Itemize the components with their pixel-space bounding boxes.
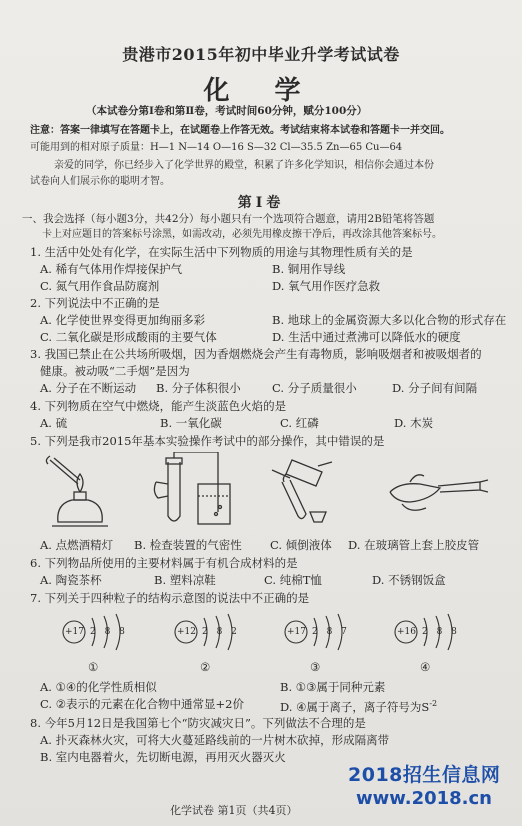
airtight-check-illustration [150,452,235,532]
question-7: 7. 下列关于四种粒子的结构示意图的说法中不正确的是 [30,591,310,605]
question-5: 5. 下列是我市2015年基本实验操作考试中的部分操作，其中错误的是 [30,434,385,448]
atom-2-shells: 2 8 2 [202,627,240,637]
atom-1-nucleus: +17 [65,627,84,637]
watermark-url: www.2018.cn [356,788,492,809]
atom-diagram-4 [392,612,462,674]
question-1: 1. 生活中处处有化学，在实际生活中下列物质的用途与其物理性质有关的是 [30,245,413,259]
q7-option-c: C. ②表示的元素在化合物中通常显+2价 [40,697,244,711]
q2-option-a: A. 化学使世界变得更加绚丽多彩 [40,313,206,327]
atom-4-label: ④ [420,660,431,674]
intro-line-2: 试卷向人们展示你的聪明才智。 [30,176,170,187]
q2-option-c: C. 二氧化碳是形成酸雨的主要气体 [40,330,217,344]
watermark-title: 2018招生信息网 [348,764,501,786]
q6-option-c: C. 纯棉T恤 [264,573,322,587]
q3-option-b: B. 分子体积很小 [156,381,241,395]
question-8: 8. 今年5月12日是我国第七个“防灾减灾日”。下列做法不合理的是 [30,716,366,730]
q5-option-a: A. 点燃酒精灯 [40,538,114,552]
notice: 注意：答案一律填写在答题卡上，在试题卷上作答无效。考试结束将本试卷和答题卡一并交回。 [30,125,450,136]
atom-2-label: ② [200,660,211,674]
q5-option-d: D. 在玻璃管上套上胶皮管 [348,538,480,552]
q7-option-b: B. ①③属于同种元素 [280,680,386,694]
atom-2-nucleus: +12 [177,627,196,637]
ion-charge: -2 [429,699,438,708]
q1-option-b: B. 铜用作导线 [272,262,346,276]
alcohol-lamp-illustration [40,452,120,532]
atom-diagram-2 [172,612,242,674]
pour-liquid-illustration [262,452,337,532]
q7-option-d [280,697,437,714]
q5-option-b: B. 检查装置的气密性 [134,538,242,552]
q4-option-a: A. 硫 [40,416,68,430]
q1-option-c: C. 氮气用作食品防腐剂 [40,279,160,293]
q5-option-c: C. 倾倒液体 [270,538,332,552]
page-footer: 化学试卷 第1页（共4页） [170,804,298,817]
q3-option-d: D. 分子间有间隔 [392,381,478,395]
q7-option-a: A. ①④的化学性质相似 [40,680,157,694]
intro-line-1: 亲爱的同学，你已经步入了化学世界的殿堂，积累了许多化学知识，相信你会通过本份 [54,160,434,171]
q8-option-b: B. 室内电器着火，先切断电源，再用灭火器灭火 [40,750,286,764]
q2-option-d: D. 生活中通过煮沸可以降低水的硬度 [272,330,461,344]
q7-option-d-text: D. ④属于离子，离子符号为S [280,699,430,714]
atom-4-shells: 2 8 8 [422,627,460,637]
q4-option-c: C. 红磷 [280,416,319,430]
atom-3-shells: 2 8 7 [312,627,350,637]
q8-option-a: A. 扑灭森林火灾，可将大火蔓延路线前的一片树木砍掉，形成隔离带 [40,733,390,747]
q4-option-b: B. 一氧化碳 [160,416,222,430]
atom-3-label: ③ [310,660,321,674]
atom-1-shells: 2 8 8 [90,627,128,637]
atom-4-nucleus: +16 [397,627,416,637]
q2-option-b: B. 地球上的金属资源大多以化合物的形式存在 [272,313,507,327]
atom-diagram-3 [282,612,352,674]
page-title: 贵港市2015年初中毕业升学考试试卷 [122,45,400,64]
rubber-tube-illustration [380,452,490,522]
question-2: 2. 下列说法中不正确的是 [30,296,160,310]
atom-3-nucleus: +17 [287,627,306,637]
section-heading-2: 卡上对应题目的答案标号涂黑，如需改动，必须先用橡皮擦干净后，再改涂其他答案标号。 [42,229,442,240]
section-heading-1: 一、我会选择（每小题3分，共42分）每小题只有一个选项符合题意，请用2B铅笔将答题 [22,213,435,225]
q4-option-d: D. 木炭 [394,416,434,430]
q6-option-d: D. 不锈钢饭盒 [372,573,446,587]
q3-option-c: C. 分子质量很小 [272,381,357,395]
atom-1-label: ① [88,660,99,674]
question-6: 6. 下列物品所使用的主要材料属于有机合成材料的是 [30,556,298,570]
exam-info: （本试卷分第Ⅰ卷和第Ⅱ卷，考试时间60分钟，赋分100分） [86,105,368,117]
section-title: 第Ⅰ卷 [237,195,285,211]
question-3: 3. 我国已禁止在公共场所吸烟，因为香烟燃烧会产生有毒物质，影响吸烟者和被吸烟者的 [30,347,482,361]
q6-option-b: B. 塑料凉鞋 [154,573,216,587]
q6-option-a: A. 陶瓷茶杯 [40,573,102,587]
q1-option-a: A. 稀有气体用作焊接保护气 [40,262,183,276]
subject-title: 化 学 [203,76,319,106]
atom-diagram-1 [60,612,130,674]
question-4: 4. 下列物质在空气中燃烧，能产生淡蓝色火焰的是 [30,399,287,413]
question-3-line-2: 健康。被动吸“二手烟”是因为 [40,364,190,378]
atomic-masses: 可能用到的相对原子质量：H—1 N—14 O—16 S—32 Cl—35.5 Zn—65 Cu—64 [30,142,403,153]
q3-option-a: A. 分子在不断运动 [40,381,137,395]
q1-option-d: D. 氧气用作医疗急救 [272,279,381,293]
